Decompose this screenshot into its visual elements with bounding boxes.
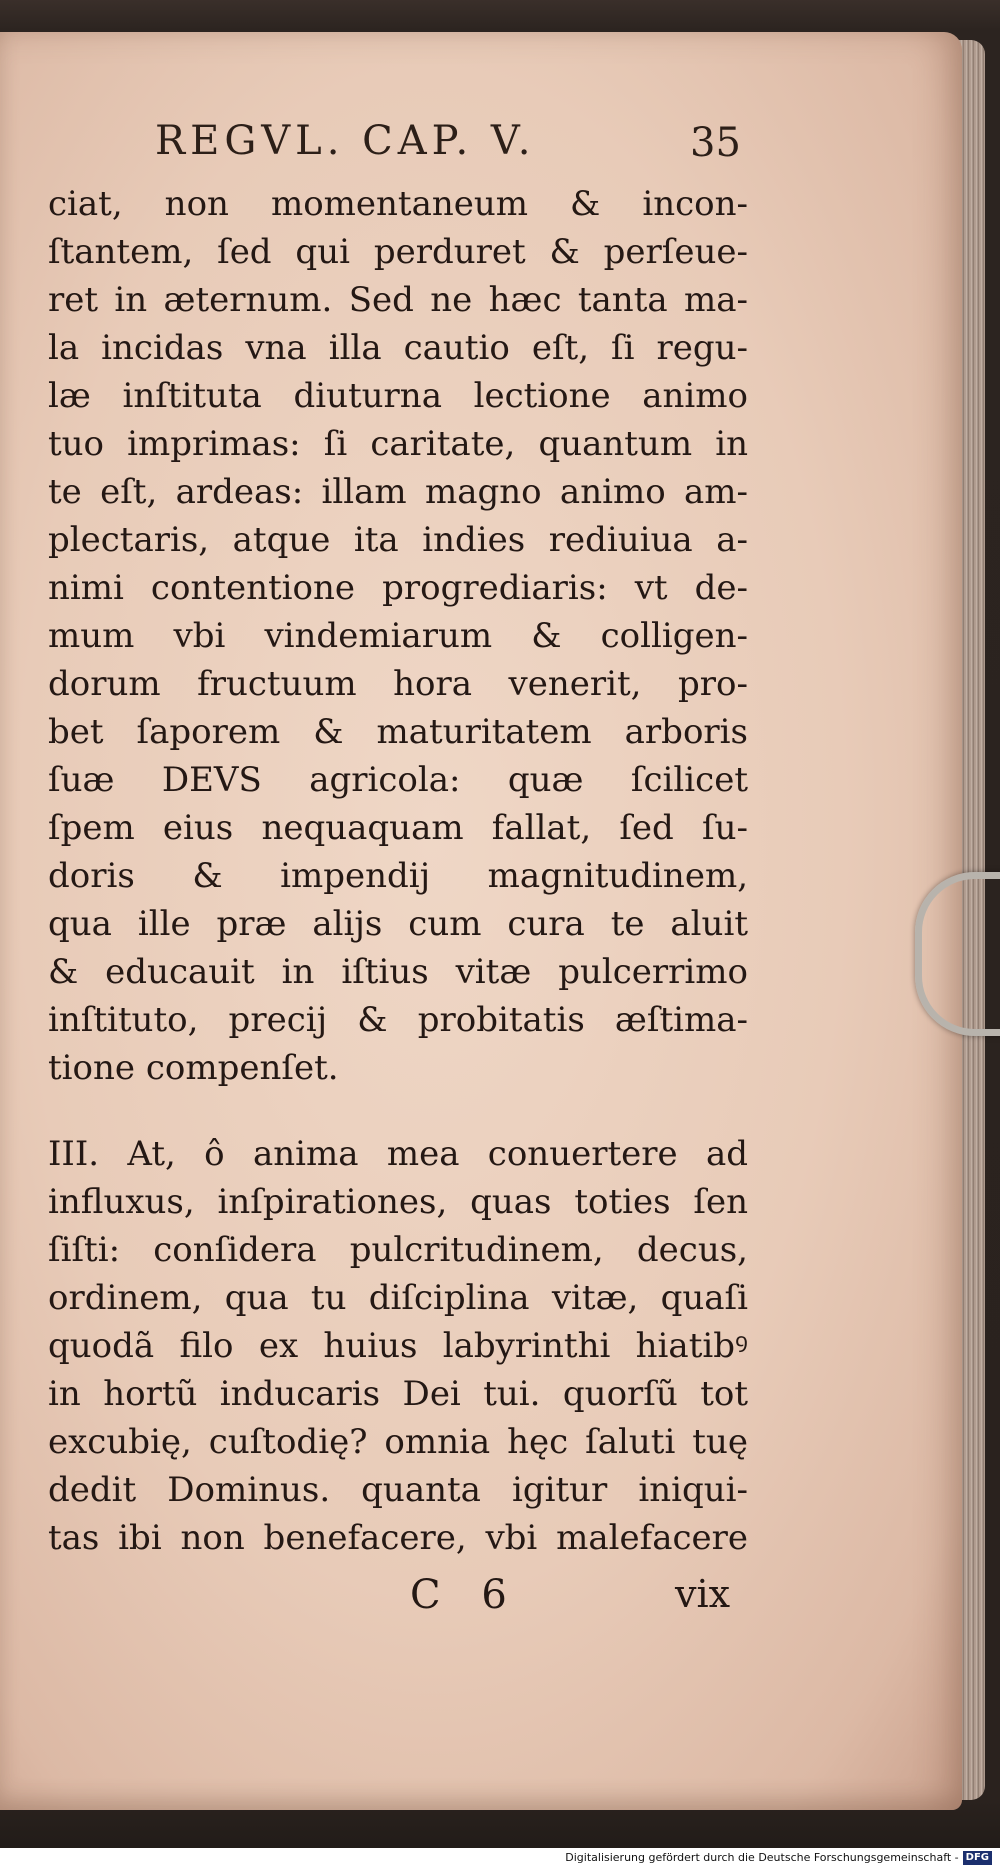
text-line: ret in æternum. Sed ne hæc tanta ma- <box>48 280 748 320</box>
text-line: dorum fructuum hora venerit, pro- <box>48 664 748 704</box>
text-line: in hortũ inducaris Dei tui. quorſũ tot <box>48 1374 748 1414</box>
text-line: bet ſaporem & maturitatem arboris <box>48 712 748 752</box>
text-line: mum vbi vindemiarum & colligen- <box>48 616 748 656</box>
book-clasp <box>915 872 1000 1036</box>
text-line: ordinem, qua tu diſciplina vitæ, quaſi <box>48 1278 748 1318</box>
paragraph-gap <box>48 1092 748 1130</box>
text-line: tuo imprimas: ſi caritate, quantum in <box>48 424 748 464</box>
text-line: qua ille præ alijs cum cura te aluit <box>48 904 748 944</box>
text-line: doris & impendij magnitudinem, <box>48 856 748 896</box>
dfg-logo-icon: DFG <box>963 1851 992 1865</box>
text-line: influxus, inſpirationes, quas toties ſen <box>48 1182 748 1222</box>
text-line: excubię, cuſtodię? omnia hęc ſaluti tuę <box>48 1422 748 1462</box>
signature-mark: C 6 <box>410 1572 521 1618</box>
text-line: læ inſtituta diuturna lectione animo <box>48 376 748 416</box>
text-line: ſuæ DEVS agricola: quæ ſcilicet <box>48 760 748 800</box>
text-line: & educauit in iſtius vitæ pulcerrimo <box>48 952 748 992</box>
text-line: plectaris, atque ita indies rediuiua a- <box>48 520 748 560</box>
text-line: nimi contentione progrediaris: vt de- <box>48 568 748 608</box>
text-line: ſpem eius nequaquam fallat, ſed ſu- <box>48 808 748 848</box>
catchword: vix <box>675 1572 731 1616</box>
text-line: ſtantem, ſed qui perduret & perſeue- <box>48 232 748 272</box>
text-line: quodã filo ex huius labyrinthi hiatibꝰ <box>48 1326 748 1366</box>
text-line: ſiſti: conſidera pulcritudinem, decus, <box>48 1230 748 1270</box>
text-line: ciat, non momentaneum & incon- <box>48 184 748 224</box>
text-line: inſtituto, precij & probitatis æſtima- <box>48 1000 748 1040</box>
page-number: 35 <box>690 120 741 166</box>
scan-credit <box>565 1851 992 1865</box>
credit-text: Digitalisierung gefördert durch die Deutsche Forschungsgemeinschaft - <box>565 1851 959 1864</box>
text-line: dedit Dominus. quanta igitur iniqui- <box>48 1470 748 1510</box>
text-line: la incidas vna illa cautio eſt, ſi regu- <box>48 328 748 368</box>
text-line: te eſt, ardeas: illam magno animo am- <box>48 472 748 512</box>
text-line: III. At, ô anima mea conuertere ad <box>48 1134 748 1174</box>
running-title: REGVL. CAP. V. <box>155 118 536 164</box>
text-line: tione compenſet. <box>48 1048 339 1088</box>
text-line: tas ibi non benefacere, vbi malefacere <box>48 1518 748 1558</box>
body-text <box>48 180 748 1562</box>
